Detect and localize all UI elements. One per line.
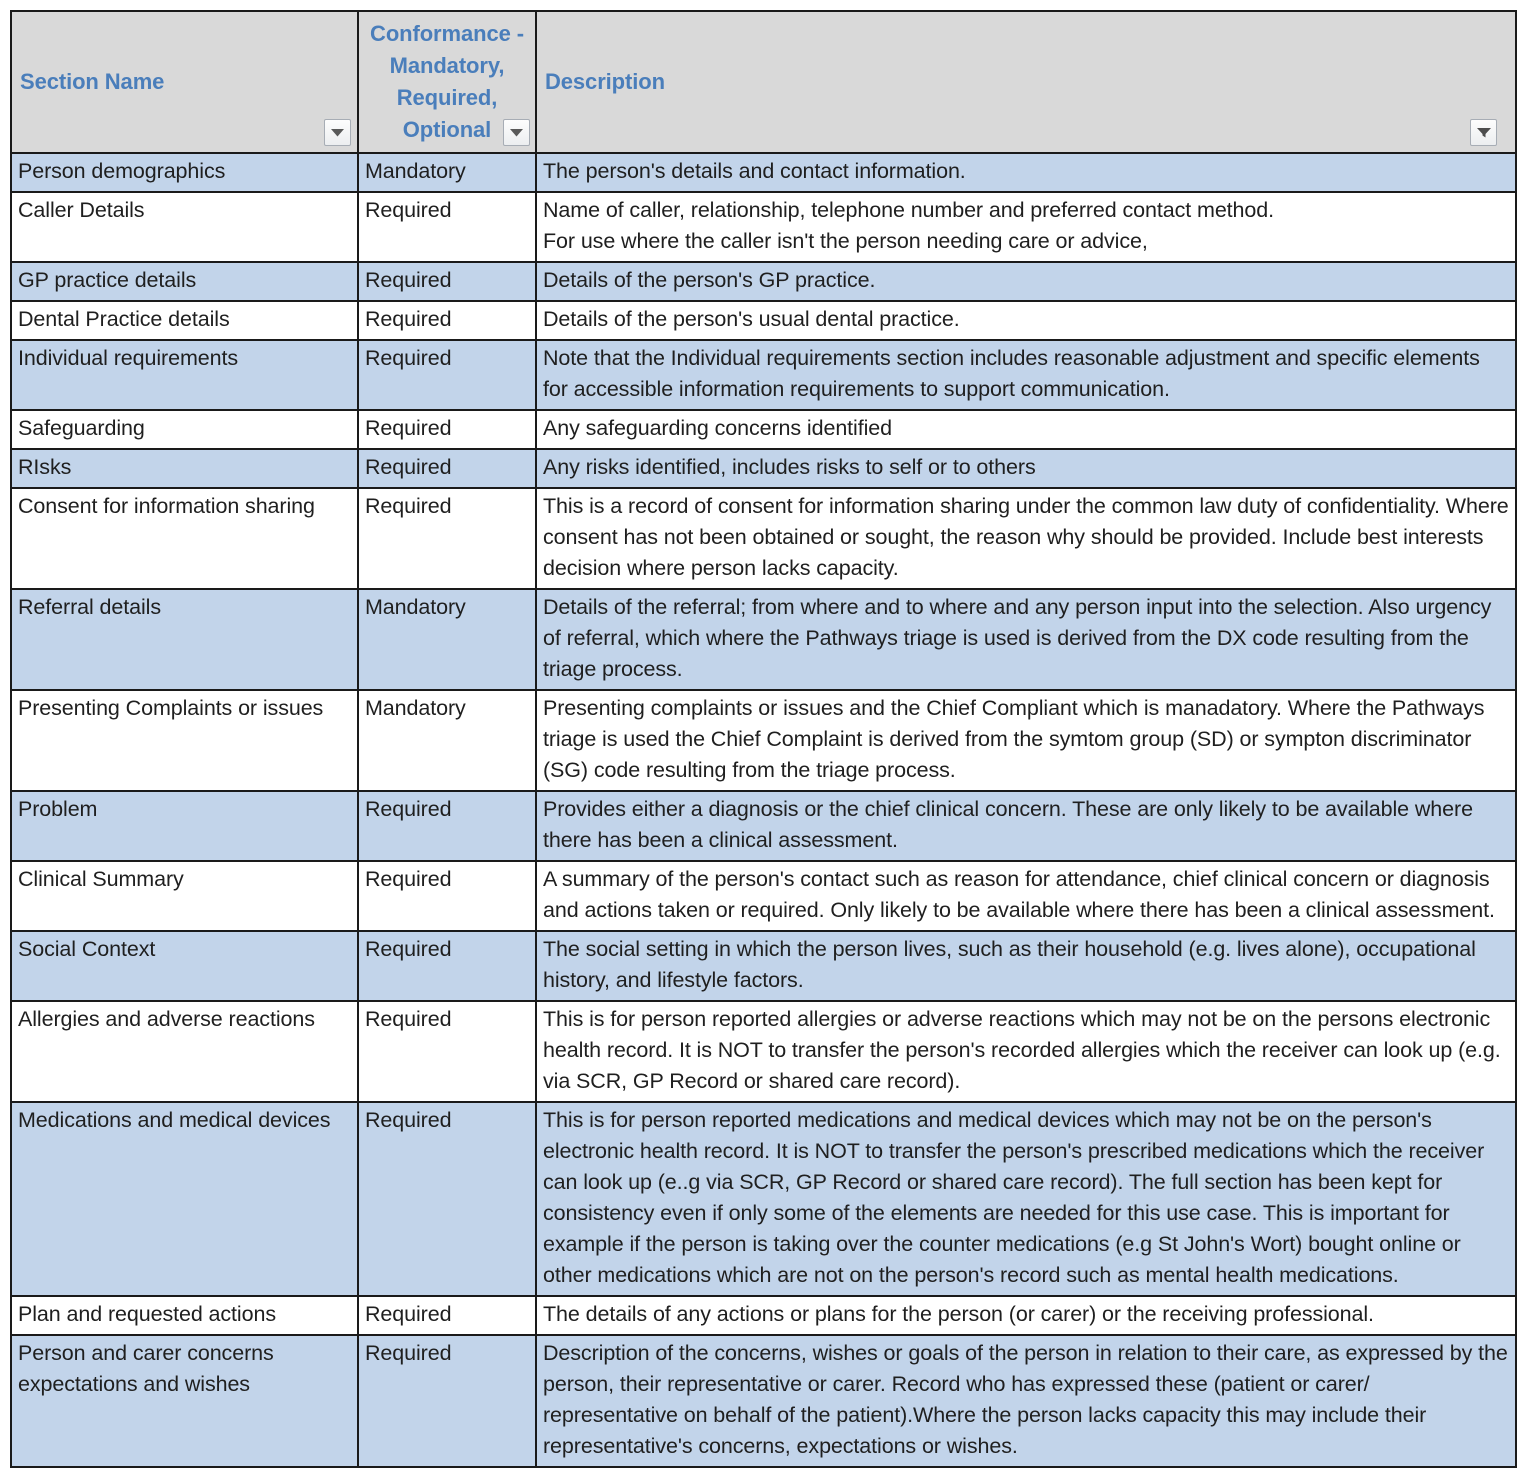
cell-description[interactable]: [536, 301, 1516, 340]
cell-conformance[interactable]: [358, 1102, 536, 1296]
cell-description-text: A summary of the person's contact such as reason for attendance, chief clinical concern or diagnosis and actions taken or required. Only likely to be available where there has been a clinical assessment.: [543, 867, 1495, 922]
cell-conformance[interactable]: [358, 488, 536, 589]
cell-description-text: Provides either a diagnosis or the chief clinical concern. These are only likely to be available where there has been a clinical assessment.: [543, 797, 1473, 852]
cell-description-text: This is for person reported allergies or adverse reactions which may not be on the persons electronic health record. It is NOT to transfer the person's recorded allergies which the receiver can look up (e.g. via SCR, GP Record or shared care record).: [543, 1007, 1501, 1093]
cell-conformance-text: Required: [365, 455, 452, 479]
cell-description-text: The social setting in which the person lives, such as their household (e.g. lives alone), occupational history, and lifestyle factors.: [543, 937, 1476, 992]
table-row: [11, 301, 1516, 340]
cell-section-name-text: GP practice details: [18, 268, 197, 292]
cell-conformance-text: Mandatory: [365, 696, 466, 720]
cell-section-name[interactable]: [11, 931, 358, 1001]
cell-conformance-text: Required: [365, 797, 452, 821]
cell-description-text: Description of the concerns, wishes or goals of the person in relation to their care, as expressed by the person, their representative or carer. Record who has expressed these (patient or carer/ representative on behalf of the patient).Where the person lacks capacity this may include their representative's concerns, expectations or wishes.: [543, 1341, 1508, 1458]
cell-conformance-text: Required: [365, 494, 452, 518]
cell-section-name-text: Safeguarding: [18, 416, 145, 440]
table-row: [11, 488, 1516, 589]
filter-dropdown-icon-conformance[interactable]: [503, 119, 530, 146]
cell-description-text: Note that the Individual requirements section includes reasonable adjustment and specific elements for accessible information requirements to support communication.: [543, 346, 1480, 401]
filter-dropdown-icon-section-name[interactable]: [324, 119, 351, 146]
cell-conformance[interactable]: [358, 791, 536, 861]
cell-section-name-text: Allergies and adverse reactions: [18, 1007, 315, 1031]
cell-section-name[interactable]: [11, 153, 358, 192]
table-row: [11, 1102, 1516, 1296]
cell-description-text: The person's details and contact information.: [543, 159, 966, 183]
cell-description-text: Any safeguarding concerns identified: [543, 416, 892, 440]
cell-section-name[interactable]: [11, 1335, 358, 1467]
cell-conformance[interactable]: [358, 690, 536, 791]
table-row: [11, 340, 1516, 410]
cell-section-name-text: Social Context: [18, 937, 156, 961]
table-header: [11, 11, 1516, 153]
cell-conformance[interactable]: [358, 192, 536, 262]
table-row: [11, 690, 1516, 791]
table-body: [11, 153, 1516, 1467]
column-header-description: [536, 11, 1516, 153]
cell-section-name[interactable]: [11, 340, 358, 410]
column-header-section-name-label: Section Name: [20, 69, 165, 94]
cell-description-text: This is a record of consent for information sharing under the common law duty of confidentiality. Where consent has not been obtained or sought, the reason why should be provided. Include best interests decision where person lacks capacity.: [543, 494, 1509, 580]
cell-conformance[interactable]: [358, 340, 536, 410]
table-row: [11, 589, 1516, 690]
cell-section-name[interactable]: [11, 1296, 358, 1335]
table-row: [11, 192, 1516, 262]
cell-section-name[interactable]: [11, 262, 358, 301]
cell-description[interactable]: [536, 791, 1516, 861]
cell-conformance[interactable]: [358, 1335, 536, 1467]
cell-conformance-text: Required: [365, 937, 452, 961]
cell-description[interactable]: [536, 410, 1516, 449]
cell-description-text: Details of the person's GP practice.: [543, 268, 876, 292]
cell-conformance-text: Mandatory: [365, 159, 466, 183]
cell-description[interactable]: [536, 690, 1516, 791]
table-row: [11, 262, 1516, 301]
cell-conformance-text: Required: [365, 867, 452, 891]
cell-conformance-text: Required: [365, 1302, 452, 1326]
cell-description[interactable]: [536, 1335, 1516, 1467]
table-row: [11, 931, 1516, 1001]
cell-section-name[interactable]: [11, 488, 358, 589]
table-header-row: [11, 11, 1516, 153]
cell-conformance[interactable]: [358, 861, 536, 931]
table-row: [11, 449, 1516, 488]
cell-section-name-text: Caller Details: [18, 198, 145, 222]
cell-description[interactable]: [536, 262, 1516, 301]
cell-description[interactable]: [536, 1001, 1516, 1102]
table-row: [11, 410, 1516, 449]
cell-description[interactable]: [536, 153, 1516, 192]
cell-section-name-text: Medications and medical devices: [18, 1108, 331, 1132]
cell-conformance-text: Required: [365, 1007, 452, 1031]
cell-description-text: This is for person reported medications and medical devices which may not be on the person's electronic health record. It is NOT to transfer the person's prescribed medications which the receiver can look up (e..g via SCR, GP Record or shared care record). The full section has been kept for consistency even if only some of the elements are needed for this use case. This is important for example if the person is taking over the counter medications (e.g St John's Wort) bought online or other medications which are not on the person's record such as mental health medications.: [543, 1108, 1485, 1287]
table-row: [11, 153, 1516, 192]
cell-section-name[interactable]: [11, 861, 358, 931]
cell-conformance[interactable]: [358, 449, 536, 488]
cell-description[interactable]: [536, 340, 1516, 410]
cell-conformance[interactable]: [358, 153, 536, 192]
cell-description[interactable]: [536, 488, 1516, 589]
cell-description[interactable]: [536, 192, 1516, 262]
cell-description[interactable]: [536, 1296, 1516, 1335]
cell-conformance[interactable]: [358, 410, 536, 449]
cell-conformance[interactable]: [358, 589, 536, 690]
cell-section-name-text: Presenting Complaints or issues: [18, 696, 324, 720]
cell-section-name-text: Plan and requested actions: [18, 1302, 276, 1326]
column-header-conformance-label: Conformance - Mandatory, Required, Optional: [370, 21, 524, 142]
cell-conformance-text: Required: [365, 1341, 452, 1365]
cell-section-name-text: Referral details: [18, 595, 161, 619]
cell-section-name[interactable]: [11, 410, 358, 449]
table-row: [11, 1296, 1516, 1335]
cell-section-name[interactable]: [11, 1102, 358, 1296]
cell-description-text: Details of the referral; from where and to where and any person input into the selection. Also urgency of referral, which where the Pathways triage is used is derived from the DX code resulting from the triage process.: [543, 595, 1492, 681]
cell-section-name[interactable]: [11, 690, 358, 791]
table-row: [11, 791, 1516, 861]
cell-conformance[interactable]: [358, 301, 536, 340]
cell-conformance-text: Required: [365, 1108, 452, 1132]
cell-section-name[interactable]: [11, 791, 358, 861]
cell-description-text: Presenting complaints or issues and the Chief Compliant which is manadatory. Where the Pathways triage is used the Chief Complaint is derived from the symtom group (SD) or sympton discriminator (SG) code resulting from the triage process.: [543, 696, 1485, 782]
cell-section-name[interactable]: [11, 589, 358, 690]
cell-conformance-text: Required: [365, 416, 452, 440]
cell-conformance-text: Mandatory: [365, 595, 466, 619]
cell-section-name[interactable]: [11, 301, 358, 340]
cell-conformance[interactable]: [358, 1001, 536, 1102]
cell-section-name[interactable]: [11, 449, 358, 488]
cell-section-name-text: Clinical Summary: [18, 867, 184, 891]
cell-conformance-text: Required: [365, 307, 452, 331]
cell-conformance-text: Required: [365, 198, 452, 222]
cell-description[interactable]: [536, 1102, 1516, 1296]
cell-description-text: Any risks identified, includes risks to self or to others: [543, 455, 1036, 479]
cell-section-name-text: Dental Practice details: [18, 307, 230, 331]
cell-section-name-text: Problem: [18, 797, 98, 821]
table-row: [11, 1001, 1516, 1102]
column-header-conformance: [358, 11, 536, 153]
cell-section-name-text: Person and carer concerns expectations and wishes: [18, 1341, 274, 1396]
cell-conformance[interactable]: [358, 1296, 536, 1335]
cell-conformance-text: Required: [365, 346, 452, 370]
cell-conformance[interactable]: [358, 931, 536, 1001]
cell-section-name[interactable]: [11, 1001, 358, 1102]
cell-section-name[interactable]: [11, 192, 358, 262]
cell-description[interactable]: [536, 861, 1516, 931]
column-header-description-label: Description: [545, 69, 665, 94]
table-row: [11, 1335, 1516, 1467]
cell-description[interactable]: [536, 589, 1516, 690]
table-row: [11, 861, 1516, 931]
cell-section-name-text: RIsks: [18, 455, 72, 479]
cell-description[interactable]: [536, 449, 1516, 488]
cell-description-text: Name of caller, relationship, telephone number and preferred contact method. For use where the caller isn't the person needing care or advice,: [543, 198, 1275, 253]
cell-section-name-text: Individual requirements: [18, 346, 238, 370]
cell-description-text: Details of the person's usual dental practice.: [543, 307, 960, 331]
cell-conformance[interactable]: [358, 262, 536, 301]
conformance-table: [10, 10, 1517, 1468]
filter-active-icon-description[interactable]: [1470, 119, 1497, 146]
cell-section-name-text: Person demographics: [18, 159, 226, 183]
cell-conformance-text: Required: [365, 268, 452, 292]
cell-description-text: The details of any actions or plans for the person (or carer) or the receiving professional.: [543, 1302, 1374, 1326]
column-header-section-name: [11, 11, 358, 153]
cell-section-name-text: Consent for information sharing: [18, 494, 315, 518]
cell-description[interactable]: [536, 931, 1516, 1001]
